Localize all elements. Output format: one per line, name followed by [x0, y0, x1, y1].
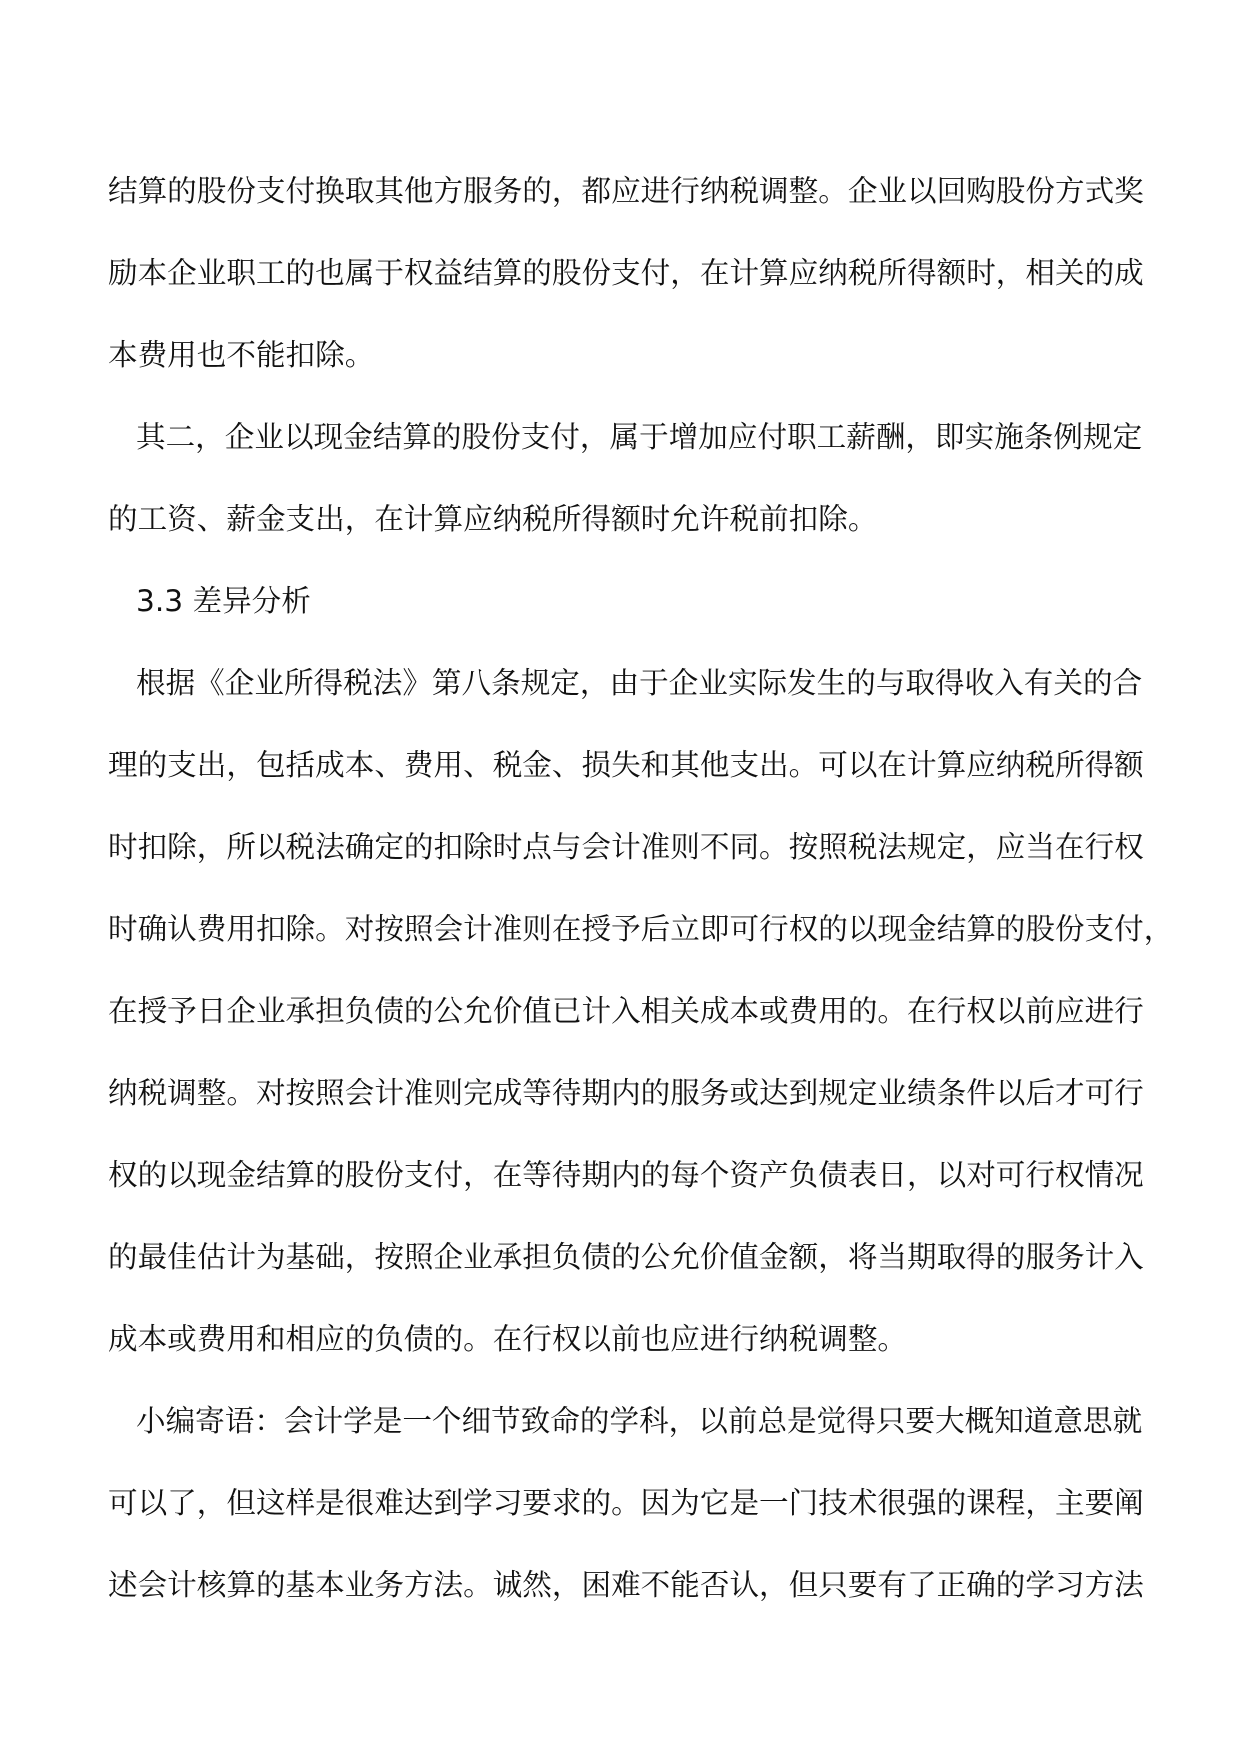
section-heading: 3.3 差异分析	[136, 584, 311, 618]
text-line: 纳税调整。对按照会计准则完成等待期内的服务或达到规定业绩条件以后才可行	[108, 1076, 1144, 1110]
text-line: 时扣除，所以税法确定的扣除时点与会计准则不同。按照税法规定，应当在行权	[108, 830, 1144, 864]
text-line: 述会计核算的基本业务方法。诚然，困难不能否认，但只要有了正确的学习方法	[108, 1568, 1144, 1602]
text-line: 理的支出，包括成本、费用、税金、损失和其他支出。可以在计算应纳税所得额	[108, 748, 1144, 782]
text-line: 的工资、薪金支出，在计算应纳税所得额时允许税前扣除。	[108, 502, 878, 536]
text-line: 时确认费用扣除。对按照会计准则在授予后立即可行权的以现金结算的股份支付，	[108, 912, 1174, 946]
text-line: 权的以现金结算的股份支付，在等待期内的每个资产负债表日，以对可行权情况	[108, 1158, 1144, 1192]
paragraph-start-line: 其二，企业以现金结算的股份支付，属于增加应付职工薪酬，即实施条例规定	[136, 420, 1143, 454]
text-line: 本费用也不能扣除。	[108, 338, 375, 372]
paragraph-start-line: 根据《企业所得税法》第八条规定，由于企业实际发生的与取得收入有关的合	[136, 666, 1143, 700]
text-line: 可以了，但这样是很难达到学习要求的。因为它是一门技术很强的课程，主要阐	[108, 1486, 1144, 1520]
text-line: 成本或费用和相应的负债的。在行权以前也应进行纳税调整。	[108, 1322, 908, 1356]
document-body	[108, 160, 1174, 1636]
paragraph-start-line: 小编寄语：会计学是一个细节致命的学科，以前总是觉得只要大概知道意思就	[136, 1404, 1143, 1438]
text-line: 励本企业职工的也属于权益结算的股份支付，在计算应纳税所得额时，相关的成	[108, 256, 1144, 290]
text-line: 的最佳估计为基础，按照企业承担负债的公允价值金额，将当期取得的服务计入	[108, 1240, 1144, 1274]
text-line: 在授予日企业承担负债的公允价值已计入相关成本或费用的。在行权以前应进行	[108, 994, 1144, 1028]
text-line: 结算的股份支付换取其他方服务的，都应进行纳税调整。企业以回购股份方式奖	[108, 174, 1144, 208]
